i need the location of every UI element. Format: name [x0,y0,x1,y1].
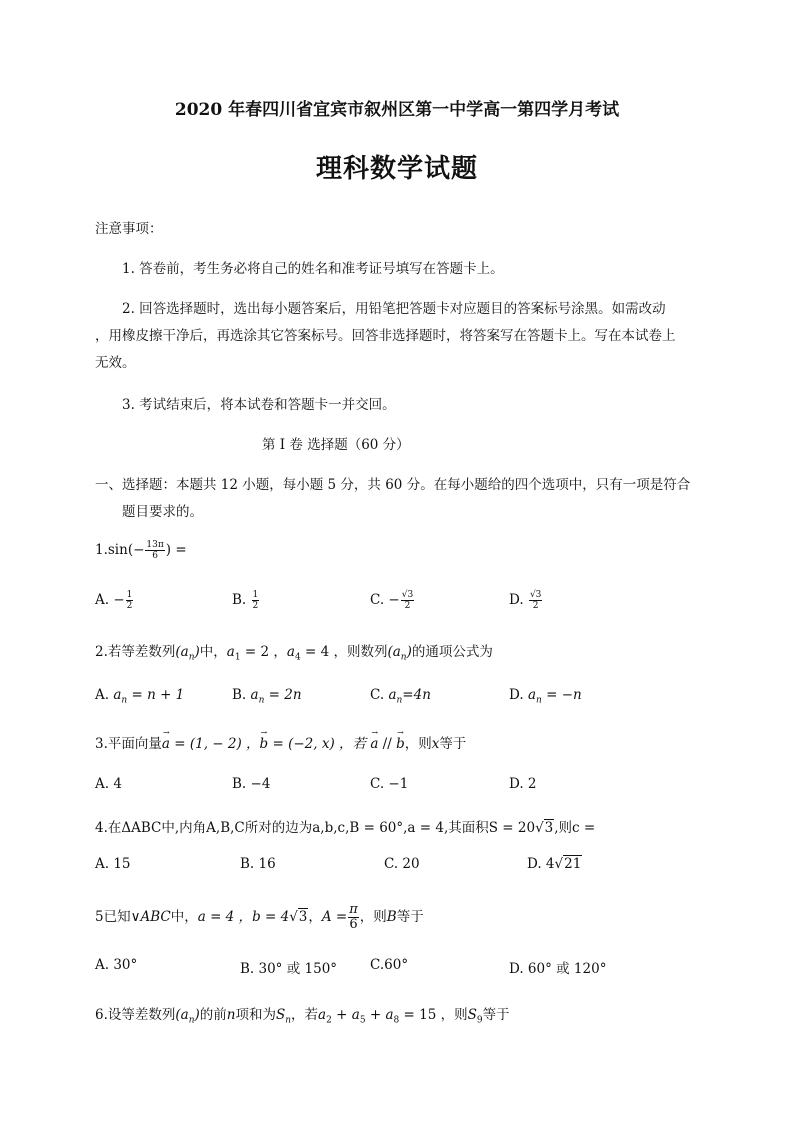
q6-text-2: 的前 [199,1007,227,1023]
q5-triangle: ∨ABC [130,909,171,925]
q6-t2-sub: 5 [359,1015,366,1026]
q5-b-sqrt: 3 [298,909,308,925]
notice-item-2-line-2: ，用橡皮擦干净后，再选涂其它答案标号。回答非选择题时，将答案写在答题卡上。写在本试卷上 [95,328,676,344]
vector-arrow-icon: → [397,728,404,737]
q4-option-b: B. 16 [240,856,276,872]
q4-option-d: D. 4√21 [527,856,582,872]
q6-S-sub: n [285,1015,292,1026]
q2-b-label: B. [232,687,251,703]
q4-text: 4.在ΔABC中,内角A,B,C所对的边为a,b,c,B = 60°,a = 4,其面积S = 20 [95,820,536,836]
question-4-stem [95,816,595,836]
part-title: 第 I 卷 选择题（60 分） [262,437,410,453]
vector-b: → b [259,728,269,752]
q6-t3: a [385,1007,394,1023]
question-2-stem [95,640,493,663]
exam-subtitle: 理科数学试题 [315,154,478,184]
q1-suffix: ) = [165,542,187,558]
vector-b-2: → b [396,728,405,752]
q2-d-sub: n [536,695,542,706]
q2-d-label: D. [509,687,528,703]
q5-option-a: A. 30° [95,957,138,973]
notice-item-2-line-3: 无效。 [95,355,136,371]
notice-item-2-line-1: 2. 回答选择题时，选出每小题答案后，用铅笔把答题卡对应题目的答案标号涂黑。如需改动 [122,301,666,317]
q2-option-c: C. $a_n=4n$ [370,687,431,706]
q6-seq-close: ) [194,1007,200,1023]
q2-a4-val: = 4 ，则数列 [300,644,388,660]
q2-a1: a [226,644,235,660]
q5-b-tail: ， [308,909,322,925]
vector-a: → a [161,728,170,752]
q1-fraction [145,540,164,561]
q3-option-b: B. −4 [232,776,271,792]
q1-d-num: √3 [529,590,542,600]
q6-text-3: 项和为 [235,1007,276,1023]
q6-S9-sub: 9 [476,1015,483,1026]
q4-tail: ,则c = [554,820,596,836]
q3-vec-a-val: = (1, − 2) ， [169,736,260,752]
q4-sqrt-val: 3 [544,820,554,836]
q5-text-4: 等于 [396,909,424,925]
q6-t1: a [318,1007,327,1023]
q1-c-den: 2 [404,601,411,611]
q3-text-2: ，则 [404,736,432,752]
q6-t3-sub: 8 [393,1015,400,1026]
notice-heading: 注意事项： [95,221,163,237]
q5-text-1: 5已知 [95,909,131,925]
q5-b-expr: b = 4 [252,909,290,925]
q5-text-2: 中， [170,909,198,925]
q6-sum-expr: = 15 ，则 [399,1007,468,1023]
q2-seq [175,644,200,663]
q2-a-expr: = n + 1 [127,687,185,703]
q1-b-label: B. [232,592,247,608]
q2-a4: a [286,644,295,660]
q2-text-1: 2.若等差数列 [95,644,176,660]
q1-option-b [232,590,260,611]
q6-seq-open: (a [175,1007,189,1023]
q2-c-sub: n [396,695,403,706]
q1-d-label: D. [509,592,524,608]
q6-seq-sub: n [188,1015,195,1026]
q6-S9: S [467,1007,477,1023]
q2-c-expr: =4n [402,687,431,703]
q1-b-num: 1 [252,590,259,600]
question-3-stem [95,728,467,752]
q1-c-label: C. − [370,592,400,608]
q2-a1-sub: 1 [234,652,241,663]
q1-frac-num: 13π [146,540,164,550]
q1-prefix: 1.sin(− [95,542,145,558]
q5-option-c: C.60° [370,957,409,973]
q2-a-sub: n [121,695,128,706]
q2-option-b: B. $a_n = 2n$ [232,687,302,706]
q5-A-num: π [349,902,358,917]
vector-a-2: → a [370,728,379,752]
q1-c-num: √3 [401,590,414,600]
section-instruction-line-1: 一、选择题：本题共 12 小题，每小题 5 分，共 60 分。在每小题给的四个选项中，只有一项是符合 [95,477,691,493]
q5-a-expr: a = 4 ， [197,909,253,925]
section-instruction-line-2: 题目要求的。 [122,504,203,520]
q5-option-b: B. 30° 或 150° [240,961,338,977]
vector-arrow-icon: → [260,728,268,737]
q2-c-label: C. [370,687,389,703]
q3-parallel: // [378,736,397,752]
q6-S: S [276,1007,286,1023]
q4-option-a: A. 15 [95,856,131,872]
q2-seq2-close: ) [406,644,412,660]
vector-arrow-icon: → [162,728,170,737]
q3-text-3: 等于 [439,736,467,752]
q2-seq-sub: n [188,652,195,663]
q3-option-c: C. −1 [370,776,409,792]
q2-a1-val: = 2 ， [240,644,287,660]
q6-text-5: 等于 [482,1007,510,1023]
q2-a4-sub: 4 [294,652,301,663]
q1-frac-den: 6 [152,551,158,561]
q2-b-expr: = 2n [264,687,302,703]
q2-seq-2 [387,644,412,663]
q4-d-prefix: D. 4 [527,856,555,872]
q5-option-d: D. 60° 或 120° [509,961,607,977]
q6-var-n: n [226,1007,236,1023]
q2-text-2: 中， [199,644,227,660]
q2-option-d: D. $a_n = -n$ [509,687,582,706]
q6-seq [175,1007,200,1026]
q1-b-den: 2 [252,601,259,611]
q1-a-num: 1 [126,590,133,600]
q6-t1-sub: 2 [326,1015,332,1026]
notice-item-3: 3. 考试结束后，将本试卷和答题卡一并交回。 [122,397,396,413]
q3-var-x: x [431,736,440,752]
q4-option-c: C. 20 [384,856,420,872]
q2-d-expr: = −n [541,687,582,703]
q1-a-den: 2 [126,601,133,611]
question-5-stem: 5已知∨ABC中，a = 4 ，b = 4√3，A = $\frac{\pi}{6}$ ，则B等于 [95,902,424,932]
q6-text-1: 6.设等差数列 [95,1007,176,1023]
q4-d-sqrt: 21 [564,856,582,872]
q6-text-4: ，若 [291,1007,319,1023]
q2-option-a: A. $a_n = n + 1$ [95,687,185,706]
q1-option-a [95,590,134,611]
exam-title: 2020 年春四川省宜宾市叙州区第一中学高一第四学月考试 [174,100,620,120]
q2-a-label: A. [95,687,114,703]
q2-seq2-sub: n [400,652,407,663]
q2-seq-close: ) [194,644,200,660]
notice-item-1: 1. 答卷前，考生务必将自己的姓名和准考证号填写在答题卡上。 [122,261,504,277]
q2-seq2-open: (a [387,644,401,660]
q5-var-B: B [386,909,397,925]
q3-option-d: D. 2 [509,776,537,792]
q3-text-1: 3.平面向量 [95,736,162,752]
q4-sqrt: √3 [535,820,554,836]
q2-seq-open: (a [175,644,189,660]
q5-text-3: ，则 [359,909,387,925]
q1-a-label: A. − [95,592,125,608]
q5-A-expr: A = [321,909,348,925]
question-1-stem [95,540,187,561]
vector-arrow-icon: → [371,728,379,737]
q1-option-c [370,590,415,611]
q6-t2: a [351,1007,360,1023]
q2-text-3: 的通项公式为 [411,644,493,660]
q1-option-d [509,590,543,611]
q5-A-den: 6 [349,917,358,932]
q3-option-a: A. 4 [95,776,122,792]
question-6-stem: 6.设等差数列$(a_n)$的前n项和为$S_n$，若$a_2 + a_5 + a_8 = 15$ ，则$S_9$等于 [95,1007,510,1026]
q5-fraction [348,903,359,932]
q1-d-den: 2 [532,601,539,611]
q2-b-sub: n [258,695,265,706]
q3-vec-b-val: = (−2, x) ，若 [268,736,371,752]
